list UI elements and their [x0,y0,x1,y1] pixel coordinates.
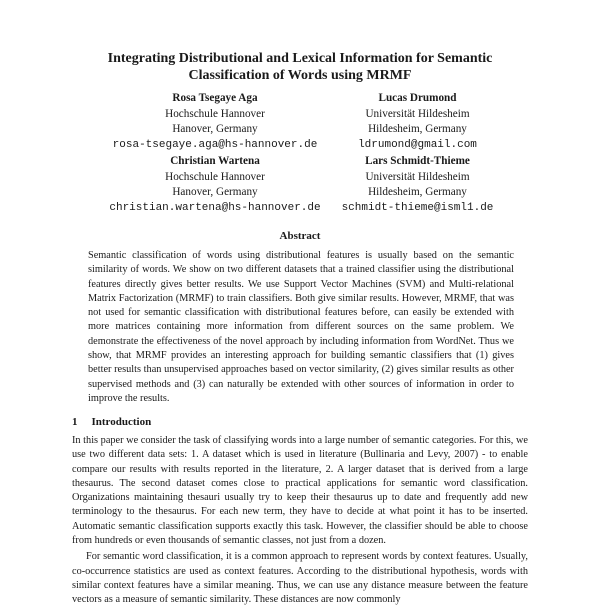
author-location: Hildesheim, Germany [368,123,467,135]
author-location: Hanover, Germany [172,123,258,135]
body-text [72,434,528,608]
paragraph: In this paper we consider the task of classifying words into a large number of semantic categories. For this, we use two different data sets: 1. A dataset which is used in literature (Bullinaria and Levy, 2007) - to enable compare our results with results reported in the literature, 2. A larger dataset that is derived from a large thesaurus. The second dataset comes close to practical applications for semantic word classification. Organizations maintaining thesauri usually try to keep their thesaurus up to date and frequently add new terminology to the thesaurus. For each new term, they have to decide at what point it has to be inserted. Automatic semantic classification supports exactly this task. However, the classifier should be able to choose from hundreds or even thousands of semantic classes, not just from a dozen. [72,435,528,547]
author-location: Hanover, Germany [172,186,258,198]
author-email: rosa-tsegaye.aga@hs-hannover.de [112,138,318,151]
paragraph: For semantic word classification, it is a common approach to represent words by context features. Usually, co-occurrence statistics are used as context features. According to the distributional hypothesis, words with similar context features have a similar meaning. Thus, we can use any distance measure between the feature vectors as a measure of semantic similarity. These distances are now commonly [72,551,528,606]
title-line-1: Integrating Distributional and Lexical Information for Semantic [107,51,493,66]
author-block [300,91,535,153]
section-title: Introduction [91,416,152,428]
author-block [300,154,535,216]
author-name: Lucas Drumond [378,92,457,104]
author-email: ldrumond@gmail.com [358,138,477,151]
author-name: Christian Wartena [170,155,260,167]
abstract-text: Semantic classification of words using distributional features is usually based on the semantic similarity of words. We show on two different datasets that a trained classifier using the distributional features directly gives better results. We use Support Vector Machines (SVM) and Multi-relational Matrix Factorization (MRMF) to train classifiers. Both give similar results. However, MRMF, that was not used for semantic classification with distributional features before, can easily be extended with more matrices containing more information from different sources on the same problem. We demonstrate the effectiveness of the novel approach by including information from WordNet. Thus we show, that MRMF provides an interesting approach for building semantic classifiers that (1) gives better results than unsupervised approaches based on vector similarity, (2) gives similar results as other supervised methods and (3) can naturally be extended with other sources of information in order to improve the results. [88,250,514,404]
section-number: 1 [72,416,78,428]
author-affiliation: Universität Hildesheim [365,107,470,120]
paper-title [0,50,600,84]
abstract-heading: Abstract [279,230,321,242]
author-email: schmidt-thieme@isml1.de [341,201,494,214]
author-name: Rosa Tsegaye Aga [172,92,258,104]
author-email: christian.wartena@hs-hannover.de [109,201,321,214]
section-heading [72,416,151,428]
author-affiliation: Hochschule Hannover [165,107,265,120]
author-name: Lars Schmidt-Thieme [365,155,470,167]
title-line-2: Classification of Words using MRMF [188,68,412,83]
author-location: Hildesheim, Germany [368,186,467,198]
author-affiliation: Universität Hildesheim [365,170,470,183]
author-affiliation: Hochschule Hannover [165,170,265,183]
